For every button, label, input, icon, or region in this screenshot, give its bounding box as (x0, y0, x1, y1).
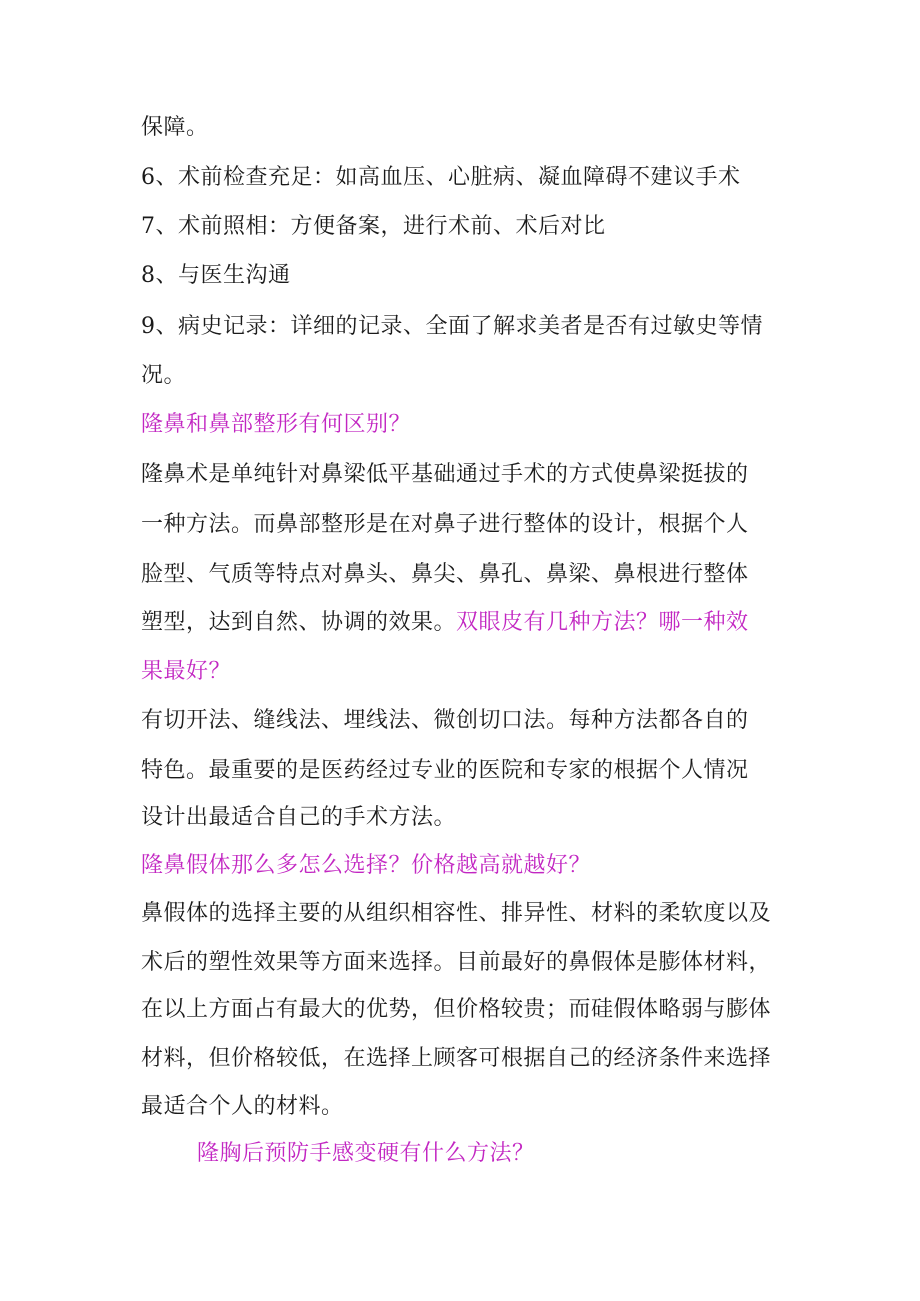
body-line: 材料，但价格较低，在选择上顾客可根据自己的经济条件来选择 (141, 1046, 772, 1071)
body-line: 术后的塑性效果等方面来选择。目前最好的鼻假体是膨体材料， (141, 950, 772, 975)
body-line: 隆鼻术是单纯针对鼻梁低平基础通过手术的方式使鼻梁挺拔的 (141, 462, 749, 487)
body-line: 在以上方面占有最大的优势，但价格较贵；而硅假体略弱与膨体 (141, 997, 772, 1022)
list-item-8: 8、与医生沟通 (141, 263, 291, 288)
section-heading-rhinoplasty-difference: 隆鼻和鼻部整形有何区别？ (141, 412, 412, 437)
body-line: 设计出最适合自己的手术方法。 (141, 805, 457, 830)
body-line: 有切开法、缝线法、埋线法、微创切口法。每种方法都各自的 (141, 708, 749, 733)
body-line: 最适合个人的材料。 (141, 1094, 344, 1119)
list-item-9: 9、病史记录：详细的记录、全面了解求美者是否有过敏史等情 (141, 314, 763, 339)
mixed-line (141, 608, 749, 638)
body-line: 一种方法。而鼻部整形是在对鼻子进行整体的设计，根据个人 (141, 512, 749, 537)
section-heading-double-eyelid-cont: 果最好？ (141, 659, 232, 684)
section-heading-double-eyelid: 双眼皮有几种方法？哪一种效 (456, 610, 749, 635)
body-line: 况。 (141, 363, 187, 388)
list-item-7: 7、术前照相：方便备案，进行术前、术后对比 (141, 214, 606, 239)
section-heading-nasal-implant: 隆鼻假体那么多怎么选择？价格越高就越好？ (141, 853, 592, 878)
section-heading-breast-augmentation: 隆胸后预防手感变硬有什么方法？ (197, 1141, 535, 1166)
body-line: 保障。 (141, 115, 209, 140)
body-line: 鼻假体的选择主要的从组织相容性、排异性、材料的柔软度以及 (141, 901, 772, 926)
body-line: 脸型、气质等特点对鼻头、鼻尖、鼻孔、鼻梁、鼻根进行整体 (141, 562, 749, 587)
list-item-6: 6、术前检查充足：如高血压、心脏病、凝血障碍不建议手术 (141, 165, 741, 190)
body-line: 特色。最重要的是医药经过专业的医院和专家的根据个人情况 (141, 758, 749, 783)
body-text-segment: 塑型，达到自然、协调的效果。 (141, 610, 457, 635)
